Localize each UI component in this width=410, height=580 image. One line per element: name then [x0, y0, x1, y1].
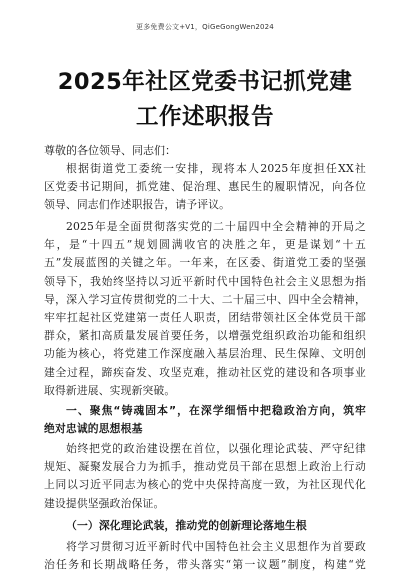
paragraph-line: 群众，紧扣高质量发展首要任务，以增强党组织政治功能和组织	[44, 329, 366, 343]
section-heading-line: 一、聚焦“铸魂固本”，在深学细悟中把稳政治方向，筑牢	[66, 404, 366, 417]
paragraph-line: 年，是“十四五”规划圆满收官的决胜之年，更是谋划“十五	[44, 238, 366, 252]
document-title-line-1: 2025年社区党委书记抓党建	[57, 69, 353, 95]
paragraph-line: 五”发展蓝图的关键之年。一年来，在区委、街道党工委的坚强	[44, 256, 366, 270]
subsection-paragraph	[44, 538, 366, 574]
section-paragraph	[44, 440, 366, 513]
paragraph-line: 始终把党的政治建设摆在首位，以强化理论武装、严守纪律	[66, 442, 366, 455]
paragraph-line: 功能为核心，将党建工作深度融入基层治理、民生保障、文明创	[44, 347, 366, 361]
document-title-line-2: 工作述职报告	[135, 104, 274, 130]
paragraph-line: 牢牢扛起社区党建第一责任人职责，团结带领社区全体党员干部	[44, 310, 366, 324]
paragraph-line: 将学习贯彻习近平新时代中国特色社会主义思想作为首要政	[66, 540, 366, 553]
subsection-heading-line: （一）深化理论武装，推动党的创新理论落地生根	[66, 519, 307, 532]
paragraph-line: 建全过程，蹄疾奋发、攻坚克难，推动社区党的建设和各项事业	[44, 365, 366, 379]
paragraph-line: 建设提供坚强政治保证。	[44, 496, 165, 510]
section-heading-line: 绝对忠诚的思想根基	[44, 422, 143, 436]
paragraph-line: 区党委书记期间，抓党建、促治理、惠民生的履职情况，向各位	[44, 180, 366, 194]
paragraph-line: 治任务和长期战略任务，带头落实“第一议题”制度，构建“党	[44, 558, 366, 572]
salutation: 尊敬的各位领导、同志们：	[44, 144, 176, 157]
paragraph-line: 规矩、凝聚发展合力为抓手，推动党员干部在思想上政治上行动	[44, 460, 366, 474]
paragraph-line: 领导、同志们作述职报告，请予评议。	[44, 198, 231, 212]
header-note: 更多免费公文+V1，QiGeGongWen2024	[136, 23, 274, 31]
overview-paragraph	[44, 218, 366, 400]
paragraph-line: 取得新进展、实现新突破。	[44, 383, 176, 397]
subsection-heading	[44, 517, 366, 535]
paragraph-line: 根据街道党工委统一安排，现将本人2025年度担任XX社	[66, 162, 366, 175]
paragraph-line: 导，深入学习宣传贯彻党的二十大、二十届三中、四中全会精神，	[44, 292, 366, 306]
intro-paragraph	[44, 160, 366, 215]
section-heading	[44, 402, 366, 438]
paragraph-line: 2025年是全面贯彻落实党的二十届四中全会精神的开局之	[66, 220, 366, 233]
paragraph-line: 上同以习近平同志为核心的党中央保持高度一致，为社区现代化	[44, 478, 366, 492]
paragraph-line: 领导下，我始终坚持以习近平新时代中国特色社会主义思想为指	[44, 274, 366, 288]
